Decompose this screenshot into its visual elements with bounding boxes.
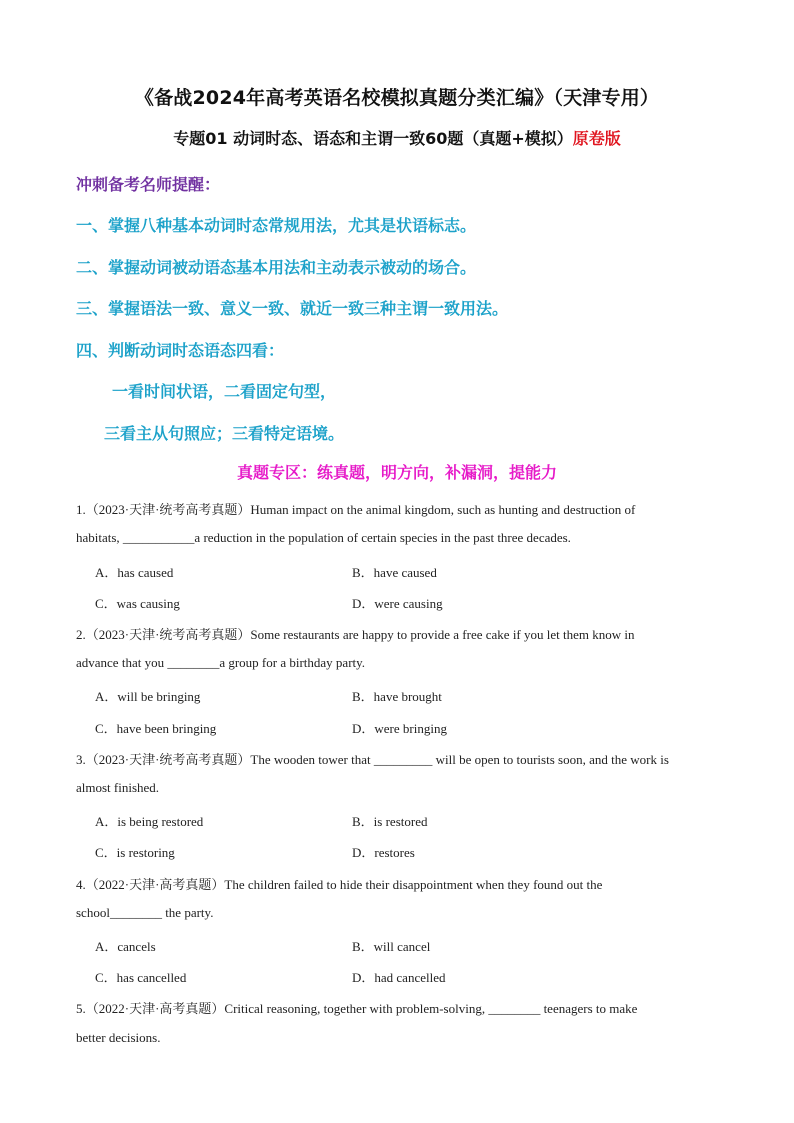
question-3-option-b: B．is restored	[352, 814, 428, 829]
question-4-line-1: 4.（2022·天津·高考真题）The children failed to hide their disappointment when they found out the	[76, 877, 603, 892]
question-1-option-d: D．were causing	[352, 596, 443, 611]
question-1-option-b: B．have caused	[352, 565, 437, 580]
question-2-option-a: A．will be bringing	[95, 689, 201, 704]
question-4-option-d: D．had cancelled	[352, 970, 446, 985]
question-5-line-2: better decisions.	[76, 1030, 161, 1045]
question-2-option-c: C．have been bringing	[95, 721, 217, 736]
zone-title: 真题专区：练真题，明方向，补漏洞，提能力	[236, 463, 557, 482]
question-2-option-d: D．were bringing	[352, 721, 447, 736]
subtitle-tag: 原卷版	[572, 129, 621, 148]
question-1-option-a: A．has caused	[95, 565, 174, 580]
question-1-line-2: habitats, ___________a reduction in the population of certain species in the past three decades.	[76, 530, 571, 545]
tip-item-1: 一、掌握八种基本动词时态常规用法，尤其是状语标志。	[76, 216, 477, 235]
tip-item-2: 二、掌握动词被动语态基本用法和主动表示被动的场合。	[76, 258, 477, 277]
question-2-option-b: B．have brought	[352, 689, 442, 704]
tip-item-5: 一看时间状语，二看固定句型，	[112, 382, 337, 401]
question-3-option-c: C．is restoring	[95, 845, 175, 860]
question-3-option-d: D．restores	[352, 845, 415, 860]
tip-item-3: 三、掌握语法一致、意义一致、就近一致三种主谓一致用法。	[76, 299, 509, 318]
question-1-line-1: 1.（2023·天津·统考高考真题）Human impact on the animal kingdom, such as hunting and destruction of	[76, 502, 636, 517]
question-5-line-1: 5.（2022·天津·高考真题）Critical reasoning, together with problem-solving, ________ teenagers to make	[76, 1001, 638, 1016]
tip-item-4: 四、判断动词时态语态四看：	[76, 341, 285, 360]
question-3-line-2: almost finished.	[76, 780, 160, 795]
tip-item-6: 三看主从句照应；三看特定语境。	[104, 424, 345, 443]
question-2-line-1: 2.（2023·天津·统考高考真题）Some restaurants are happy to provide a free cake if you let them know in	[76, 627, 635, 642]
question-4-option-c: C．has cancelled	[95, 970, 187, 985]
question-4-line-2: school________ the party.	[76, 905, 214, 920]
question-2-line-2: advance that you ________a group for a birthday party.	[76, 655, 366, 670]
document-title: 《备战2024年高考英语名校模拟真题分类汇编》（天津专用）	[134, 87, 660, 109]
question-1-option-c: C．was causing	[95, 596, 180, 611]
tips-heading: 冲刺备考名师提醒：	[76, 175, 221, 194]
document-subtitle	[0, 126, 794, 149]
question-4-option-b: B．will cancel	[352, 939, 431, 954]
subtitle-main: 专题01 动词时态、语态和主谓一致60题（真题+模拟）	[173, 129, 573, 148]
question-4-option-a: A．cancels	[95, 939, 156, 954]
question-3-line-1: 3.（2023·天津·统考高考真题）The wooden tower that _________ will be open to tourists soon, and the work is	[76, 752, 669, 767]
question-3-option-a: A．is being restored	[95, 814, 204, 829]
